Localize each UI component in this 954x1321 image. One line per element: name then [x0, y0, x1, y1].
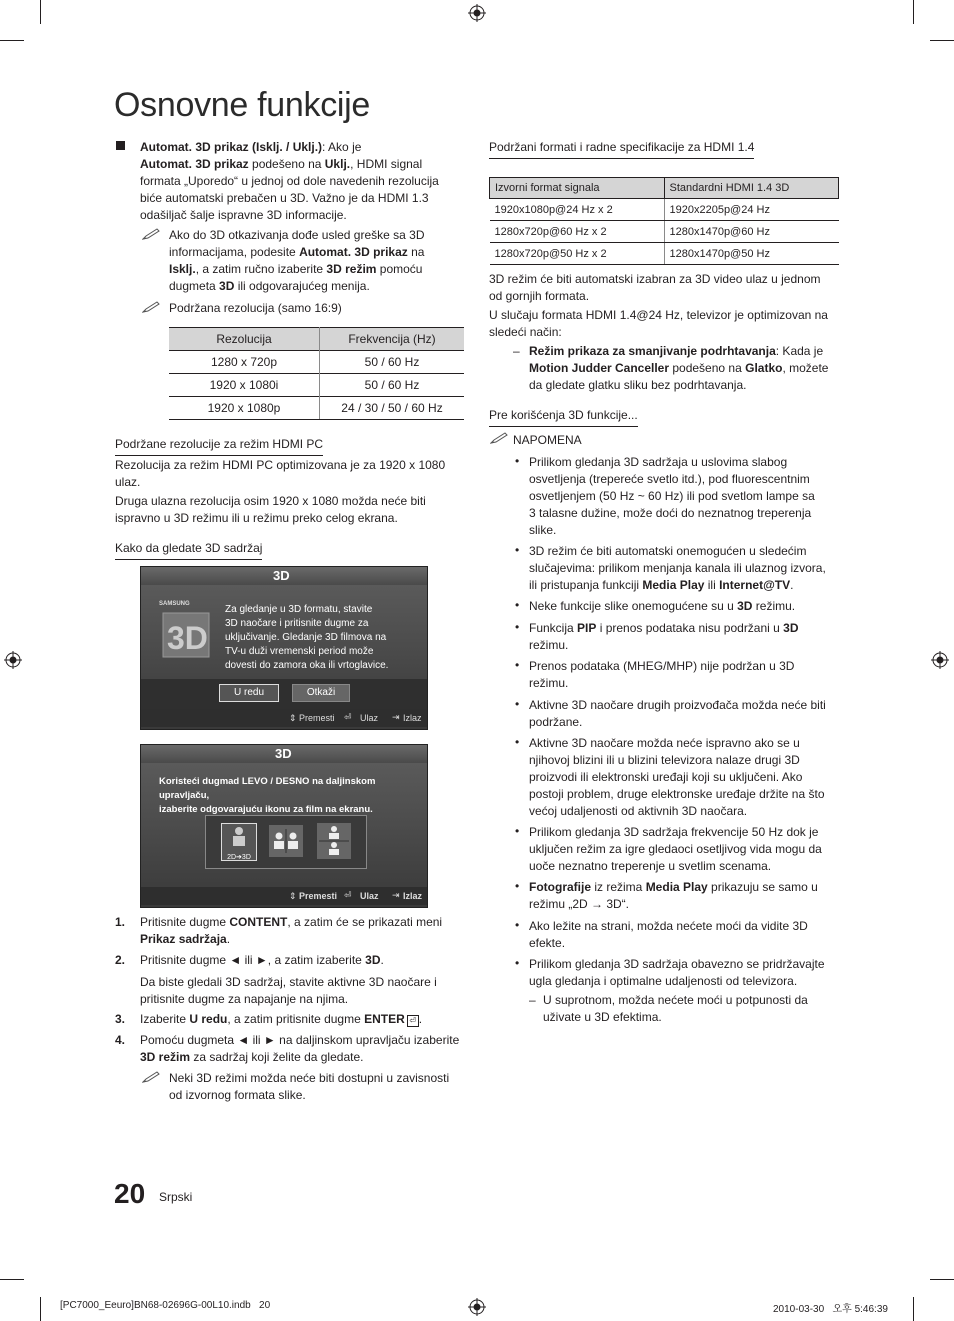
- bullet-icon: •: [515, 735, 520, 749]
- note-bullet: Prilikom gledanja 3D sadržaja obavezno se pridržavajte ugla gledanja i optimalne udaljenosti od televizora.: [529, 957, 825, 988]
- table-cell: 1920x1080p@24 Hz x 2: [490, 199, 665, 221]
- crop-mark: [40, 1297, 41, 1321]
- table-header: Rezolucija: [169, 328, 320, 351]
- note-supported-resolution: Podržana rezolucija (samo 16:9): [169, 301, 342, 315]
- note-bullet: Prenos podataka (MHEG/MHP) nije podržan u 3D režimu.: [529, 659, 795, 690]
- enter-icon: ⏎: [407, 1015, 419, 1027]
- registration-mark-icon: [468, 4, 486, 22]
- footer-enter-label: Ulaz: [360, 713, 379, 723]
- table-cell: 24 / 30 / 50 / 60 Hz: [320, 397, 465, 420]
- table-header-row: [169, 328, 464, 351]
- step-1: Pritisnite dugme CONTENT, a zatim će se prikazati meni Prikaz sadržaja.: [140, 915, 443, 946]
- table-row: [490, 199, 839, 221]
- note-bullet: Prilikom gledanja 3D sadržaja u uslovima slabog osvetljenja (trepereće svetlo itd.), pod fluorescentnim osvetljenjem (50 Hz ~ 60 Hz) ili pod svetlom lampe sa 3 talasne dužine, može doći do neznatnog treperenja slike.: [529, 455, 815, 537]
- step-number: 3.: [115, 1012, 126, 1026]
- mode-top-bottom-icon[interactable]: [317, 823, 351, 859]
- table-cell: 1920 x 1080i: [169, 374, 320, 397]
- table-header: Frekvencija (Hz): [320, 328, 465, 351]
- table-cell: 50 / 60 Hz: [320, 374, 465, 397]
- osd-warning-message: Za gledanje u 3D formatu, stavite 3D naočare i pritisnite dugme za uključivanje. Gledanje 3D filmova na TV-u duži vremenski period može dovesti do zamora oka ili vrtoglavice.: [225, 604, 389, 671]
- note-bullet: 3D režim će biti automatski onemogućen u sledećim slučajevima: prilikom menjanja kanala ili ulaznog izvora, ili pristupanja funkciji Media Play ili Internet@TV.: [529, 544, 826, 592]
- table-header: Standardni HDMI 1.4 3D: [664, 178, 839, 199]
- samsung-3d-logo-icon: SAMSUNG 3D: [159, 601, 208, 656]
- note-bullet: Neke funkcije slike onemogućene su u 3D režimu.: [529, 599, 796, 613]
- note-bullet: Prilikom gledanja 3D sadržaja frekvencije 50 Hz dok je uključen režim za igre gledaoci osetljivog vida mogu da uoče neznatno treperenje u svetlim scenama.: [529, 825, 822, 873]
- bullet-icon: •: [515, 543, 520, 557]
- note-bullet: Funkcija PIP i prenos podataka nisu podržani u 3D režimu.: [529, 621, 799, 652]
- bullet-icon: •: [515, 697, 520, 711]
- registration-mark-icon: [931, 651, 949, 669]
- bullet-icon: •: [515, 658, 520, 672]
- table-row: [169, 374, 464, 397]
- note-bullet: Aktivne 3D naočare možda neće ispravno ako se u njihovoj blizini ili u blizini televizora nalaze drugi 3D proizvodi ili elektronski uređaji koji su uključeni. Ako postoji problem, druge elektronske uređaje držite na što većoj udaljenosti od aktivnih 3D naočara.: [529, 736, 825, 818]
- crop-mark: [913, 1297, 914, 1321]
- osd-footer: [141, 709, 427, 727]
- osd-button-bar: [141, 679, 427, 709]
- table-cell: 50 / 60 Hz: [320, 351, 465, 374]
- mode-2d-to-3d-icon[interactable]: 2D➔3D: [221, 823, 257, 861]
- enter-icon: ⏎: [344, 890, 352, 900]
- sub-note: U suprotnom, možda nećete moći u potpunosti da uživate u 3D efektima.: [543, 993, 808, 1024]
- footer-exit-label: Izlaz: [403, 891, 423, 901]
- bullet-icon: •: [515, 956, 520, 970]
- dash-bullet: –: [513, 344, 520, 358]
- footer-file-info: [PC7000_Eeuro]BN68-02696G-00L10.indb 20: [60, 1300, 271, 1311]
- napomena-label: NAPOMENA: [513, 433, 582, 447]
- page-number: 20: [114, 1178, 146, 1209]
- note-3d-error: Ako do 3D otkazivanja dođe usled greške sa 3D informacijama, podesite Automat. 3D prikaz na Isklj., a zatim ručno izaberite 3D režim pomoću dugmeta 3D ili odgovarajućeg menija.: [169, 228, 425, 293]
- table-cell: 1920x2205p@24 Hz: [664, 199, 839, 221]
- table-cell: 1280x720p@60 Hz x 2: [490, 221, 665, 243]
- bullet-icon: •: [515, 824, 520, 838]
- osd-instruction-text: Koristeći dugmad LEVO / DESNO na daljinskom upravljaču, izaberite odgovarajuću ikonu za film na ekranu.: [159, 776, 376, 815]
- mode-side-by-side-icon[interactable]: [269, 825, 303, 857]
- section-title-hdmi-pc: Podržane rezolucije za režim HDMI PC: [115, 436, 323, 456]
- note-bullet: Fotografije iz režima Media Play prikazuju se samo u režimu „2D → 3D“.: [529, 880, 818, 911]
- bullet-icon: •: [515, 598, 520, 612]
- footer-move-label: Premesti: [299, 713, 335, 723]
- bullet-icon: •: [515, 620, 520, 634]
- table-row: [490, 221, 839, 243]
- note-bullet: Ako ležite na strani, možda nećete moći da vidite 3D efekte.: [529, 919, 808, 950]
- table-cell: 1280x1470p@50 Hz: [664, 243, 839, 265]
- footer-date: 2010-03-30 오후 5:46:39: [773, 1304, 888, 1315]
- table-row: [169, 397, 464, 420]
- table-cell: 1280x1470p@60 Hz: [664, 221, 839, 243]
- footer-exit-label: Izlaz: [403, 713, 422, 723]
- intro-paragraph: Automat. 3D prikaz (Isklj. / Uklj.): Ako je Automat. 3D prikaz podešeno na Uklj., HDMI signal formata „Uporedo“ u jednoj od dole navedenih rezolucija biće automatski prebačen u 3D. Važno je da HDMI 1.3 odašiljač šalje ispravne 3D informacije.: [140, 140, 439, 222]
- step-number: 1.: [115, 915, 126, 929]
- page-language: Srpski: [159, 1190, 193, 1204]
- table-row: [490, 243, 839, 265]
- step-3: Izaberite U redu, a zatim pritisnite dugme ENTER ⏎ .: [140, 1012, 423, 1026]
- section-title-before-3d: Pre korišćenja 3D funkcije...: [489, 407, 638, 427]
- table-cell: 1280 x 720p: [169, 351, 320, 374]
- cancel-button[interactable]: Otkaži: [292, 684, 350, 702]
- table-cell: 1280x720p@50 Hz x 2: [490, 243, 665, 265]
- registration-mark-icon: [468, 1298, 486, 1316]
- table-cell: 1920 x 1080p: [169, 397, 320, 420]
- note-pencil-icon: [142, 300, 162, 314]
- ok-button[interactable]: U redu: [219, 684, 279, 702]
- note-pencil-icon: [142, 227, 162, 241]
- resolution-table: [169, 327, 464, 420]
- crop-mark: [0, 1279, 24, 1280]
- exit-icon: ⇥: [392, 712, 400, 722]
- move-icon: ⇕: [289, 891, 297, 901]
- svg-text:3D: 3D: [167, 620, 208, 656]
- crop-mark: [930, 40, 954, 41]
- page-title: Osnovne funkcije: [114, 86, 371, 124]
- dash-bullet: –: [529, 993, 536, 1007]
- hdmi-pc-paragraph: Rezolucija za režim HDMI PC optimizovana je za 1920 x 1080 ulaz. Druga ulazna rezolucija osim 1920 x 1080 možda neće biti ispravno u 3D režimu ili u režimu preko celog ekrana.: [115, 458, 446, 525]
- osd-footer: [141, 887, 427, 905]
- step-number: 2.: [115, 953, 126, 967]
- table-header-row: [490, 178, 839, 199]
- hdmi-format-table: [489, 177, 839, 265]
- table-row: [169, 351, 464, 374]
- note-pencil-icon: [490, 431, 510, 445]
- crop-mark: [40, 0, 41, 24]
- table-header: Izvorni format signala: [490, 178, 665, 199]
- step-4: Pomoću dugmeta ◄ ili ► na daljinskom upravljaču izaberite 3D režim za sadržaj koji želite da gledate.: [140, 1033, 460, 1064]
- move-icon: ⇕: [289, 713, 297, 723]
- section-title-watch-3d: Kako da gledate 3D sadržaj: [115, 540, 262, 560]
- footer-enter-label: Ulaz: [360, 891, 379, 901]
- bullet-icon: •: [515, 918, 520, 932]
- exit-icon: ⇥: [392, 890, 400, 900]
- note-bullet: Aktivne 3D naočare drugih proizvođača možda neće biti podržane.: [529, 698, 826, 729]
- note-pencil-icon: [142, 1070, 162, 1084]
- crop-mark: [913, 0, 914, 24]
- section-title-hdmi-formats: Podržani formati i radne specifikacije za HDMI 1.4: [489, 139, 754, 159]
- crop-mark: [0, 40, 24, 41]
- footer-move-label: Premesti: [299, 891, 338, 901]
- note-3d-modes: Neki 3D režimi možda neće biti dostupni u zavisnosti od izvornog formata slike.: [169, 1071, 450, 1102]
- step-number: 4.: [115, 1033, 126, 1047]
- osd-3d-warning-dialog: [140, 566, 428, 730]
- registration-mark-icon: [4, 651, 22, 669]
- osd-title: 3D: [275, 746, 292, 761]
- square-bullet-icon: [116, 141, 125, 150]
- bullet-icon: •: [515, 879, 520, 893]
- judder-item: Režim prikaza za smanjivanje podrhtavanja: Kada je Motion Judder Canceller podešeno na Glatko, možete da gledate glatku sliku bez podrhtavanja.: [529, 344, 829, 392]
- bullet-icon: •: [515, 454, 520, 468]
- enter-icon: ⏎: [344, 712, 352, 722]
- osd-title: 3D: [273, 568, 290, 583]
- osd-3d-mode-dialog: [140, 744, 428, 908]
- hdmi-auto-paragraph: 3D režim će biti automatski izabran za 3D video ulaz u jednom od gornjih formata. U slučaju formata HDMI 1.4@24 Hz, televizor je optimizovan na sledeći način:: [489, 272, 828, 339]
- crop-mark: [930, 1279, 954, 1280]
- step-2: Pritisnite dugme ◄ ili ►, a zatim izaberite 3D. Da biste gledali 3D sadržaj, stavite aktivne 3D naočare i pritisnite dugme za napajanje na njima.: [140, 953, 437, 1006]
